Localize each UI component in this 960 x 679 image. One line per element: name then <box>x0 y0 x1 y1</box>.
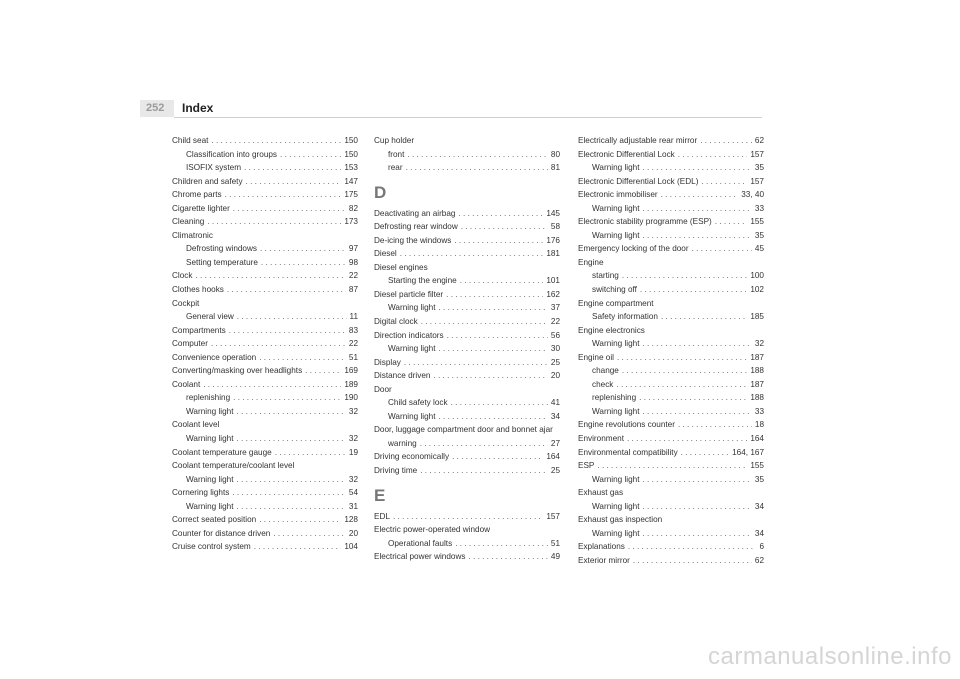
index-entry[interactable]: Correct seated position . . . 128 <box>172 513 358 527</box>
index-entry[interactable]: Diesel . . . 181 <box>374 247 560 261</box>
index-entry[interactable]: Children and safety . . . 147 <box>172 175 358 189</box>
section-letter-e: E <box>374 485 386 505</box>
index-subentry[interactable]: switching off . . . 102 <box>578 283 764 297</box>
index-subentry[interactable]: replenishing . . . 188 <box>578 391 764 405</box>
index-subentry[interactable]: Warning light . . . 34 <box>578 527 764 541</box>
index-entry[interactable]: Clothes hooks . . . 87 <box>172 283 358 297</box>
index-heading: Exhaust gas inspection <box>578 515 663 525</box>
index-entry[interactable]: Digital clock . . . 22 <box>374 315 560 329</box>
page-number: 252 <box>140 100 174 117</box>
index-subentry[interactable]: Warning light . . . 35 <box>578 473 764 487</box>
index-entry[interactable]: Cigarette lighter . . . 82 <box>172 202 358 216</box>
page-title: Index <box>182 101 214 115</box>
index-entry[interactable]: Convenience operation . . . 51 <box>172 351 358 365</box>
index-entry[interactable]: Child seat . . . 150 <box>172 134 358 148</box>
index-subentry[interactable]: check . . . 187 <box>578 378 764 392</box>
index-subentry[interactable]: Warning light . . . 33 <box>578 405 764 419</box>
index-heading: Cockpit <box>172 298 200 308</box>
index-subentry[interactable]: Warning light . . . 37 <box>374 301 560 315</box>
index-column-1 <box>172 134 358 554</box>
index-subentry[interactable]: warning . . . 27 <box>374 437 560 451</box>
index-entry[interactable]: Deactivating an airbag . . . 145 <box>374 207 560 221</box>
index-entry[interactable]: Defrosting rear window . . . 58 <box>374 220 560 234</box>
index-heading: Coolant level <box>172 420 220 430</box>
index-entry[interactable]: Electronic immobiliser . . . 33, 40 <box>578 188 764 202</box>
index-heading: Electric power-operated window <box>374 525 491 535</box>
index-entry[interactable]: Converting/masking over headlights . . . 169 <box>172 364 358 378</box>
index-subentry[interactable]: Warning light . . . 34 <box>374 410 560 424</box>
index-entry[interactable]: Computer . . . 22 <box>172 337 358 351</box>
index-subentry[interactable]: Warning light . . . 34 <box>578 500 764 514</box>
index-subentry[interactable]: Warning light . . . 32 <box>172 432 358 446</box>
index-subentry[interactable]: Safety information . . . 185 <box>578 310 764 324</box>
index-entry[interactable]: Environment . . . 164 <box>578 432 764 446</box>
index-heading: Engine <box>578 257 604 267</box>
index-entry[interactable]: Counter for distance driven . . . 20 <box>172 527 358 541</box>
index-entry[interactable]: Exterior mirror . . . 62 <box>578 554 764 568</box>
index-subentry[interactable]: Warning light . . . 32 <box>578 337 764 351</box>
index-subentry[interactable]: Warning light . . . 30 <box>374 342 560 356</box>
index-entry[interactable]: Engine oil . . . 187 <box>578 351 764 365</box>
index-subentry[interactable]: Warning light . . . 31 <box>172 500 358 514</box>
index-subentry[interactable]: Setting temperature . . . 98 <box>172 256 358 270</box>
index-entry[interactable]: Electrical power windows . . . 49 <box>374 550 560 564</box>
index-subentry[interactable]: Defrosting windows . . . 97 <box>172 242 358 256</box>
index-subentry[interactable]: replenishing . . . 190 <box>172 391 358 405</box>
index-entry[interactable]: Diesel particle filter . . . 162 <box>374 288 560 302</box>
index-entry[interactable]: Environmental compatibility . . . 164, 167 <box>578 446 764 460</box>
index-entry[interactable]: Coolant temperature gauge . . . 19 <box>172 446 358 460</box>
index-entry[interactable]: Compartments . . . 83 <box>172 324 358 338</box>
watermark: carmanualsonline.info <box>708 643 952 670</box>
index-subentry[interactable]: Classification into groups . . . 150 <box>172 148 358 162</box>
index-entry[interactable]: EDL . . . 157 <box>374 510 560 524</box>
index-entry[interactable]: Driving time . . . 25 <box>374 464 560 478</box>
index-heading: Engine electronics <box>578 325 645 335</box>
index-subentry[interactable]: Operational faults . . . 51 <box>374 537 560 551</box>
index-subentry[interactable]: ISOFIX system . . . 153 <box>172 161 358 175</box>
index-entry[interactable]: Electronic stability programme (ESP) . . . 155 <box>578 215 764 229</box>
index-entry[interactable]: Chrome parts . . . 175 <box>172 188 358 202</box>
index-heading: Engine compartment <box>578 298 654 308</box>
index-subentry[interactable]: Starting the engine . . . 101 <box>374 274 560 288</box>
index-entry[interactable]: Direction indicators . . . 56 <box>374 329 560 343</box>
index-subentry[interactable]: General view . . . 11 <box>172 310 358 324</box>
index-column-3 <box>578 134 764 568</box>
index-subentry[interactable]: starting . . . 100 <box>578 269 764 283</box>
index-heading: Door, luggage compartment door and bonnet ajar <box>374 425 553 435</box>
index-column-2 <box>374 134 560 564</box>
index-subentry[interactable]: Warning light . . . 35 <box>578 229 764 243</box>
index-subentry[interactable]: Warning light . . . 33 <box>578 202 764 216</box>
index-entry[interactable]: Distance driven . . . 20 <box>374 369 560 383</box>
index-entry[interactable]: Cruise control system . . . 104 <box>172 540 358 554</box>
index-subentry[interactable]: Warning light . . . 35 <box>578 161 764 175</box>
index-entry[interactable]: ESP . . . 155 <box>578 459 764 473</box>
header-divider <box>174 117 762 118</box>
index-subentry[interactable]: Warning light . . . 32 <box>172 473 358 487</box>
index-heading: Coolant temperature/coolant level <box>172 461 295 471</box>
index-heading: Exhaust gas <box>578 488 624 498</box>
index-heading: Diesel engines <box>374 262 428 272</box>
section-letter-d: D <box>374 182 387 202</box>
index-entry[interactable]: Engine revolutions counter . . . 18 <box>578 418 764 432</box>
index-heading: Climatronic <box>172 230 213 240</box>
index-entry[interactable]: Electronic Differential Lock (EDL) . . . 157 <box>578 175 764 189</box>
index-subentry[interactable]: front . . . 80 <box>374 148 560 162</box>
index-subentry[interactable]: Warning light . . . 32 <box>172 405 358 419</box>
index-entry[interactable]: Cornering lights . . . 54 <box>172 486 358 500</box>
index-entry[interactable]: Display . . . 25 <box>374 356 560 370</box>
index-entry[interactable]: Electronic Differential Lock . . . 157 <box>578 148 764 162</box>
index-subentry[interactable]: change . . . 188 <box>578 364 764 378</box>
index-entry[interactable]: De-icing the windows . . . 176 <box>374 234 560 248</box>
index-entry[interactable]: Emergency locking of the door . . . 45 <box>578 242 764 256</box>
index-entry[interactable]: Coolant . . . 189 <box>172 378 358 392</box>
index-heading: Door <box>374 384 392 394</box>
index-subentry[interactable]: Child safety lock . . . 41 <box>374 396 560 410</box>
index-entry[interactable]: Clock . . . 22 <box>172 269 358 283</box>
index-entry[interactable]: Electrically adjustable rear mirror . . . 62 <box>578 134 764 148</box>
index-entry[interactable]: Driving economically . . . 164 <box>374 450 560 464</box>
index-subentry[interactable]: rear . . . 81 <box>374 161 560 175</box>
index-entry[interactable]: Cleaning . . . 173 <box>172 215 358 229</box>
index-heading: Cup holder <box>374 136 415 145</box>
index-entry[interactable]: Explanations . . . 6 <box>578 540 764 554</box>
